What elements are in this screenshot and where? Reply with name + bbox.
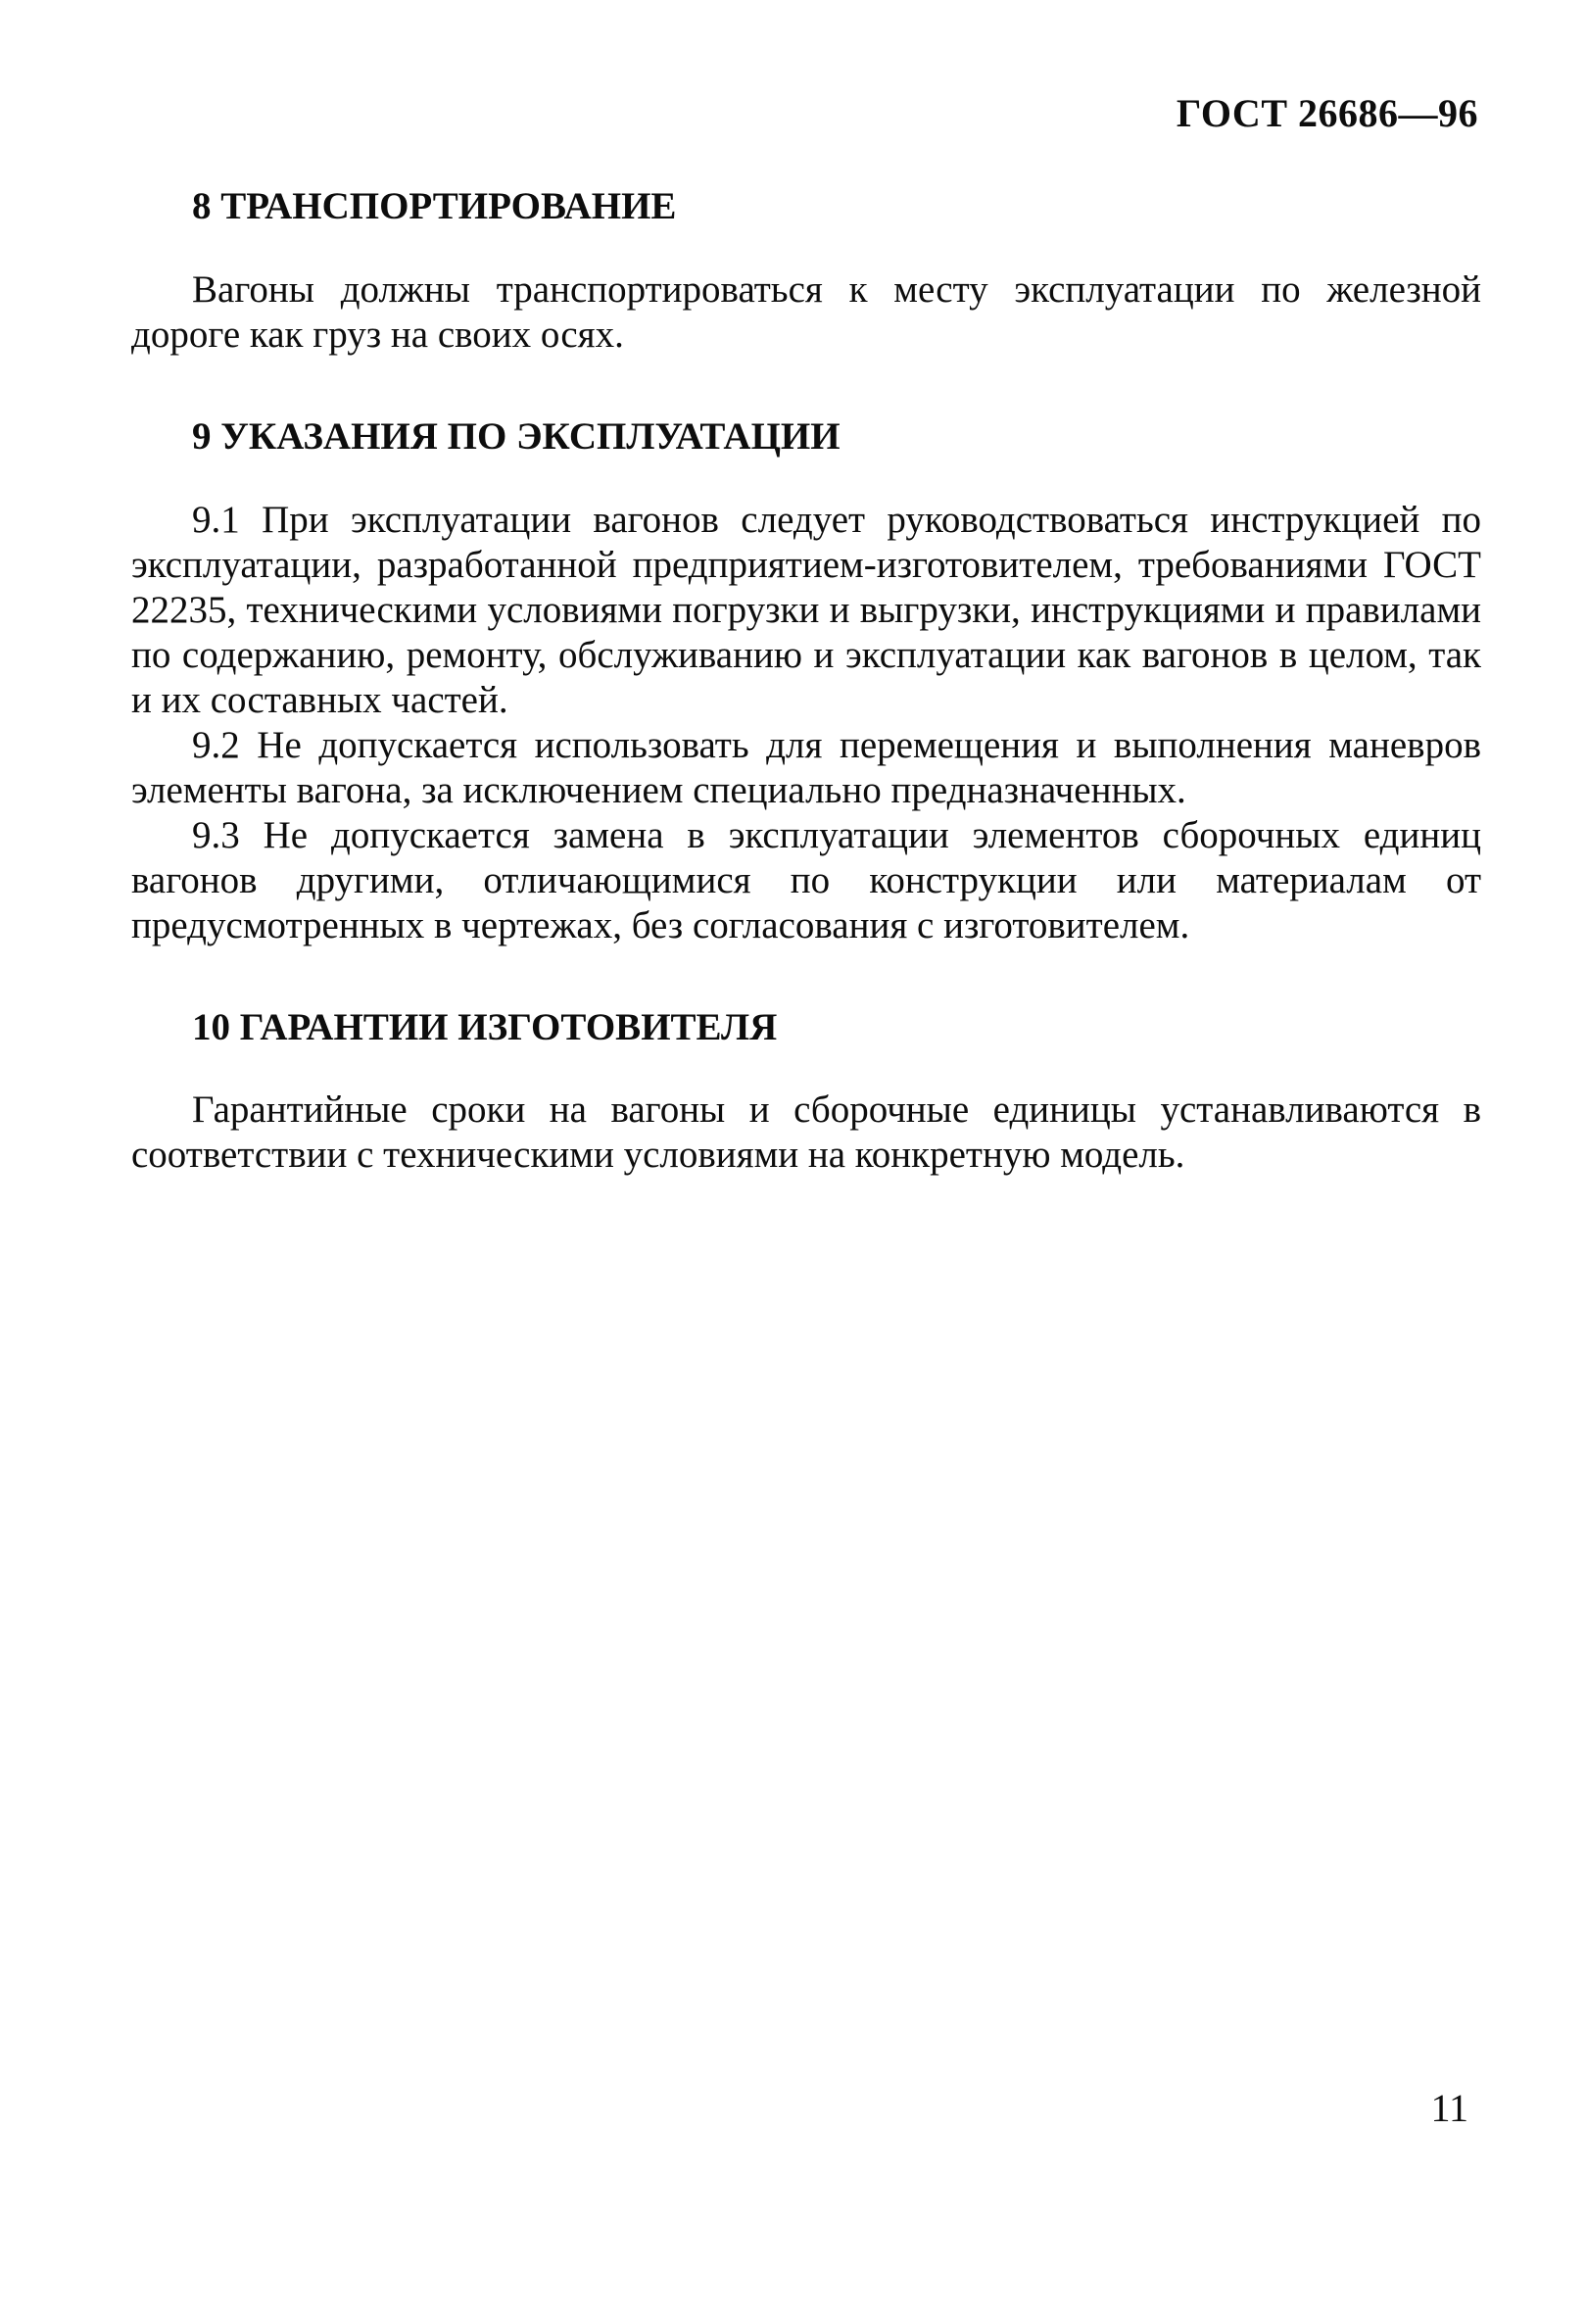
paragraph-9-1: 9.1 При эксплуатации вагонов следует руководствоваться инструкцией по эксплуатации, разработанной предприятием-изготовителем, требованиями ГОСТ 22235, техническими условиями погрузки и выгрузки, инструкциями и правилами по содержанию, ремонту, обслуживанию и эксплуатации как вагонов в целом, так и их составных частей. bbox=[131, 498, 1481, 721]
paragraph: Вагоны должны транспортироваться к месту эксплуатации по железной дороге как груз на своих осях. bbox=[131, 267, 1481, 356]
document-body bbox=[131, 184, 1481, 1178]
section-operation-instructions bbox=[131, 414, 1481, 948]
section-transportation bbox=[131, 184, 1481, 358]
document-id-header: ГОСТ 26686—96 bbox=[1176, 91, 1478, 135]
section-manufacturer-guarantees bbox=[131, 1005, 1481, 1179]
page-number: 11 bbox=[1430, 2086, 1468, 2130]
paragraph-9-3: 9.3 Не допускается замена в эксплуатации элементов сборочных единиц вагонов другими, отличающимися по конструкции или материалам от предусмотренных в чертежах, без согласования с изготовителем. bbox=[131, 813, 1481, 946]
paragraph: Гарантийные сроки на вагоны и сборочные единицы устанавливаются в соответствии с техническими условиями на конкретную модель. bbox=[131, 1089, 1481, 1177]
section-title: 10 ГАРАНТИИ ИЗГОТОВИТЕЛЯ bbox=[192, 1005, 778, 1048]
section-title: 9 УКАЗАНИЯ ПО ЭКСПЛУАТАЦИИ bbox=[192, 414, 841, 458]
paragraph-9-2: 9.2 Не допускается использовать для перемещения и выполнения маневров элементы вагона, за исключением специально предназначенных. bbox=[131, 723, 1481, 811]
section-title: 8 ТРАНСПОРТИРОВАНИЕ bbox=[192, 185, 677, 227]
